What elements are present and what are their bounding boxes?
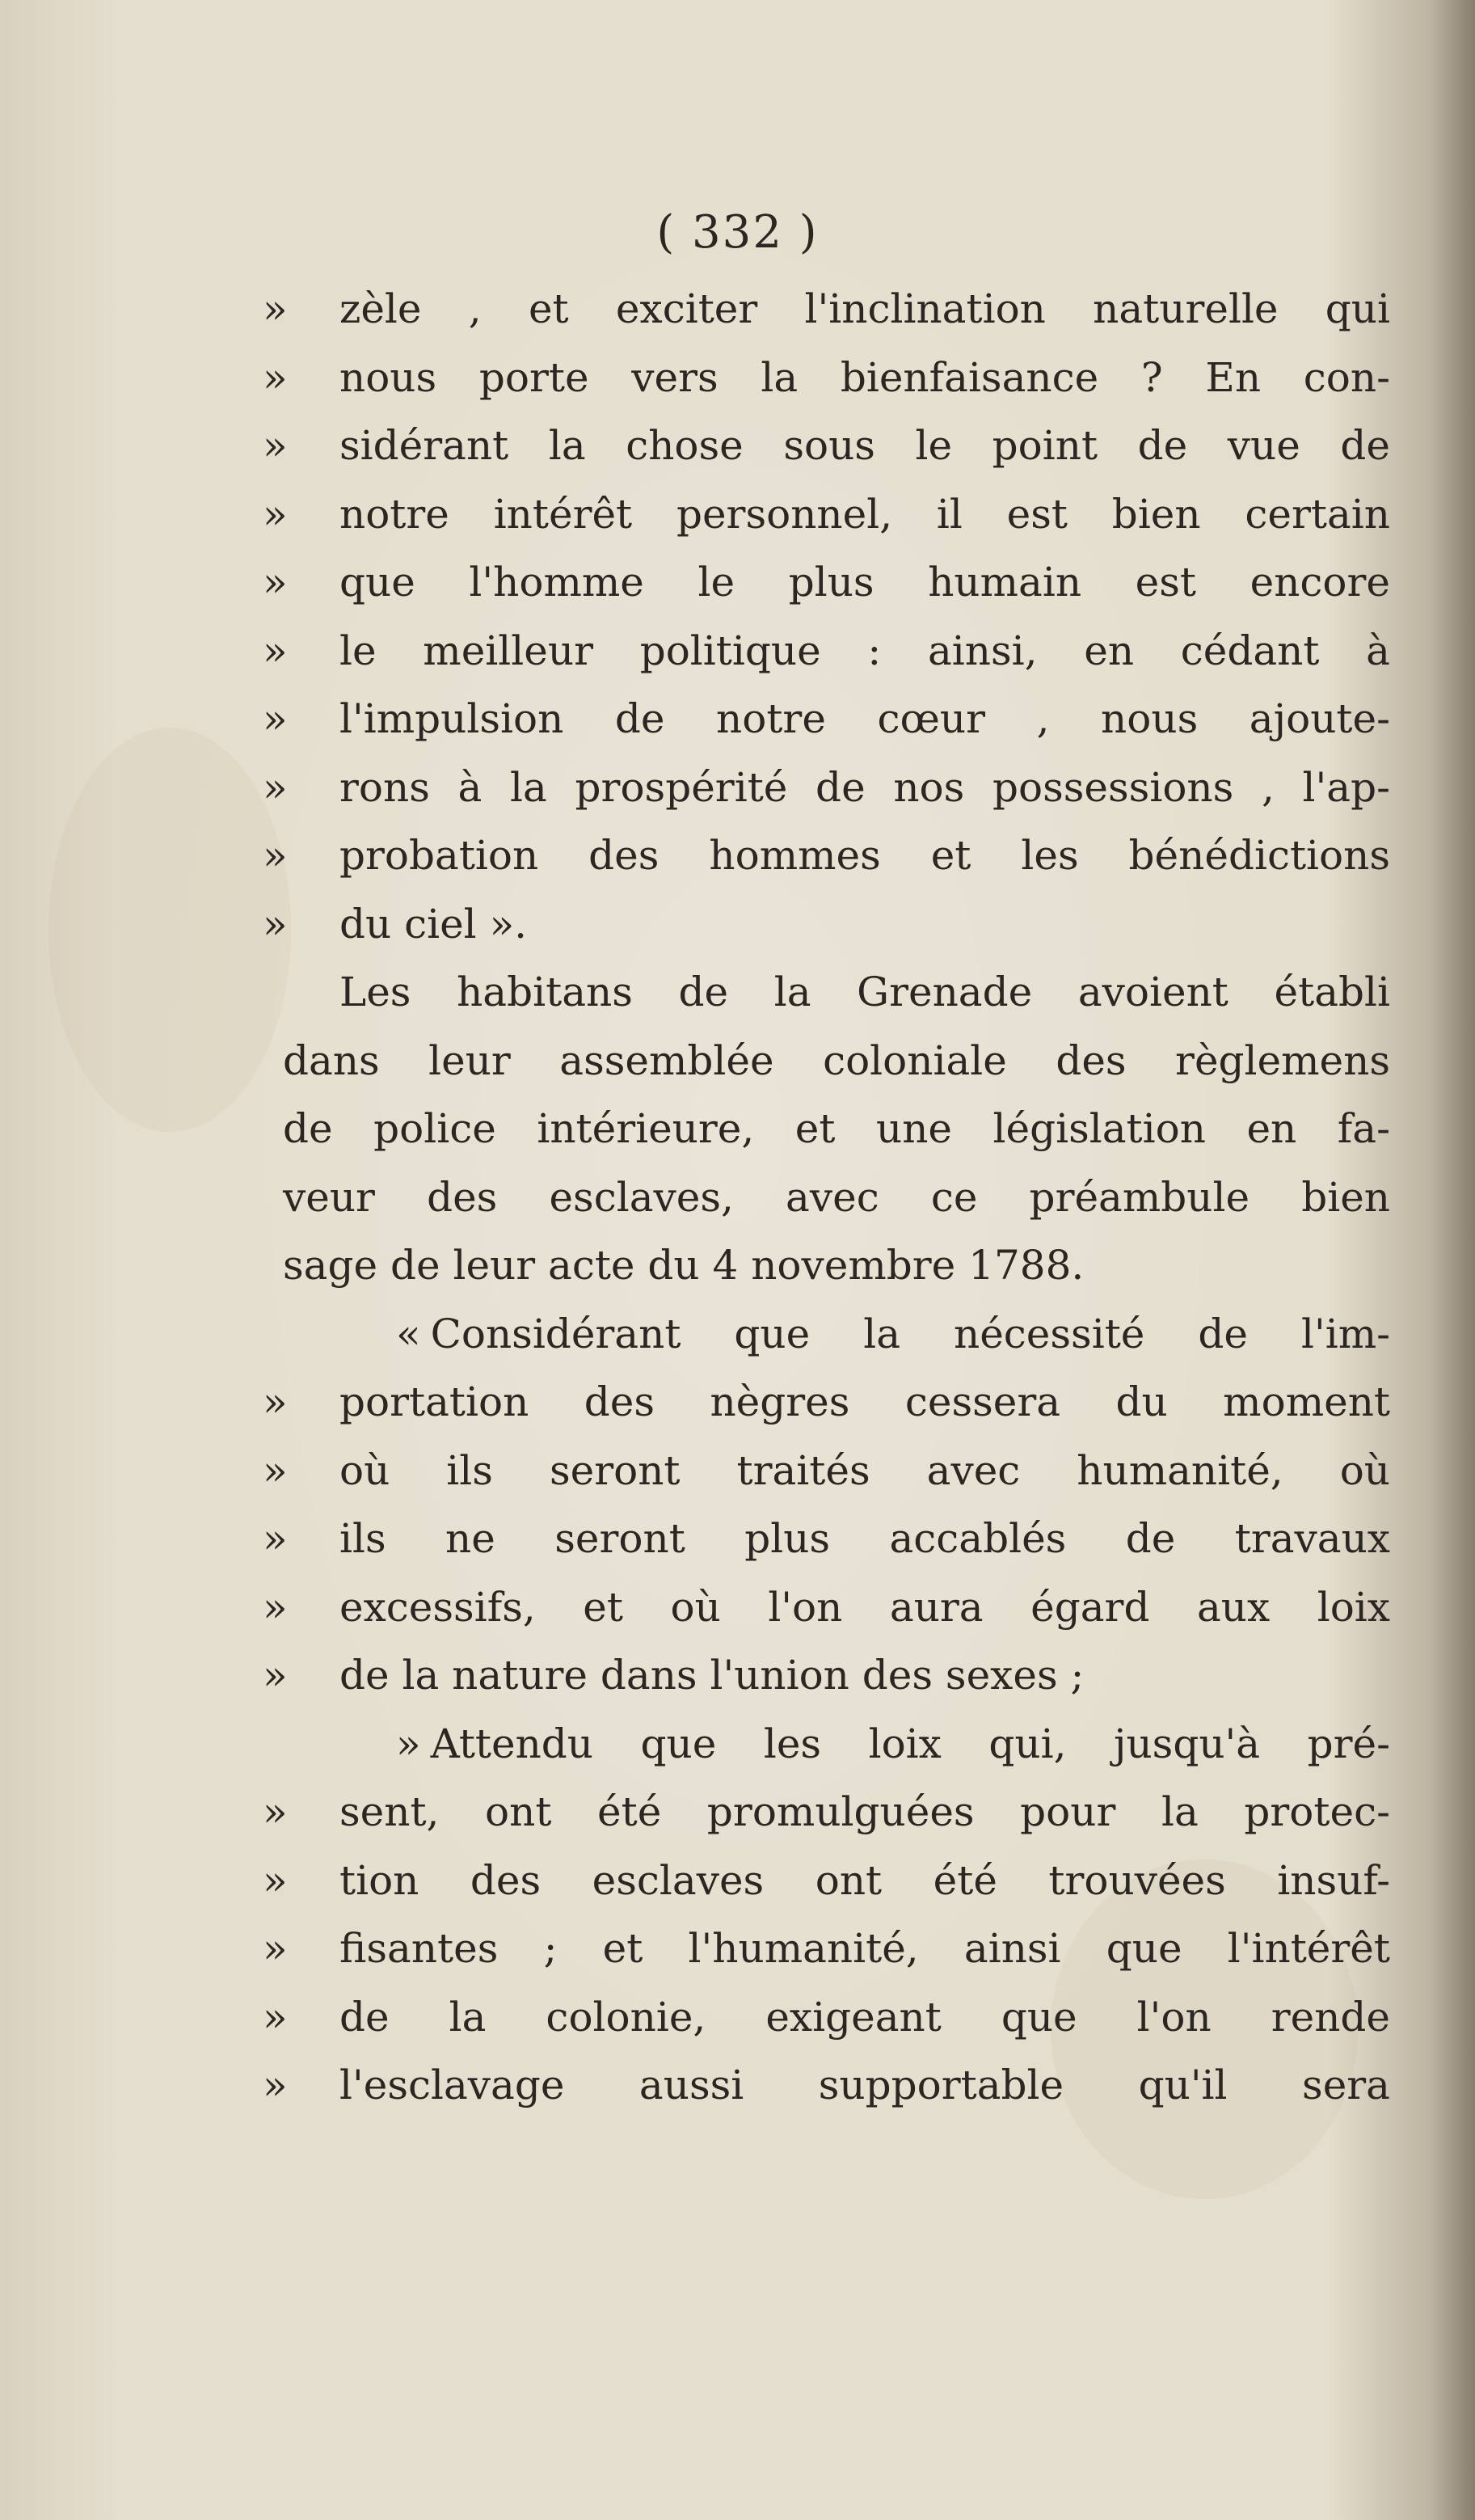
quote-mark: » [263,1993,288,2041]
text-line [263,1505,1390,1573]
line-text: nous porte vers la bienfaisance ? En con- [339,353,1390,401]
line-text: du ciel ». [339,900,528,948]
text-line [283,1231,1390,1300]
text-line [263,1368,1390,1437]
text-line [263,275,1390,344]
line-text: probation des hommes et les bénédictions [339,832,1390,879]
line-text: veur des esclaves, avec ce préambule bien [283,1173,1390,1221]
quote-mark: » [263,2062,288,2108]
quote-mark: » [263,285,288,332]
quote-mark: » [263,422,288,469]
line-text: sidérant la chose sous le point de vue de [339,422,1390,469]
text-line [283,958,1390,1027]
quote-mark: « [396,1310,421,1357]
line-text: notre intérêt personnel, il est bien certain [339,490,1390,538]
line-text: ils ne seront plus accablés de travaux [339,1515,1390,1562]
quote-mark: » [263,1446,288,1494]
text-line [263,685,1390,753]
line-text: Considérant que la nécessité de l'im- [430,1310,1390,1357]
text-line [263,1573,1390,1642]
body-text [263,275,1390,2120]
line-text: de la nature dans l'union des sexes ; [339,1652,1085,1699]
quote-mark: » [263,1378,288,1425]
quote-mark: » [263,832,288,879]
line-text: tion des esclaves ont été trouvées insuf- [339,1856,1390,1904]
line-text: Attendu que les loix qui, jusqu'à pré- [430,1720,1390,1767]
text-line [263,480,1390,549]
text-line [263,617,1390,686]
quote-mark: » [263,490,288,538]
line-text: rons à la prospérité de nos possessions , l'ap- [339,763,1390,811]
line-text: que l'homme le plus humain est encore [339,559,1390,606]
quote-mark: » [263,627,288,674]
line-text: fisantes ; et l'humanité, ainsi que l'intérêt [339,1925,1390,1972]
quote-mark: » [263,1788,288,1835]
quote-mark: » [263,1925,288,1972]
line-text: sage de leur acte du 4 novembre 1788. [283,1242,1085,1289]
text-line [263,1641,1390,1710]
text-line [263,412,1390,480]
quote-mark: » [263,559,288,606]
line-text: de police intérieure, et une législation en fa- [283,1105,1390,1152]
text-line [263,1437,1390,1505]
text-line [263,1778,1390,1847]
line-text: sent, ont été promulguées pour la protec- [339,1788,1390,1835]
quote-mark: » [263,695,288,742]
quote-mark: » [263,353,288,401]
quote-mark: » [396,1720,421,1767]
text-line [263,1983,1390,2052]
line-text: l'esclavage aussi supportable qu'il sera [339,2062,1390,2108]
quote-mark: » [263,1515,288,1562]
line-text: zèle , et exciter l'inclination naturelle qui [339,285,1390,332]
line-text: dans leur assemblée coloniale des règlemens [283,1036,1390,1084]
quote-mark: » [263,1856,288,1904]
text-line [263,548,1390,617]
text-line [263,821,1390,890]
text-line [263,1914,1390,1983]
text-line [283,1163,1390,1232]
text-line [339,1300,1390,1369]
paper-stain [48,728,291,1132]
line-text: le meilleur politique : ainsi, en cédant à [339,627,1390,674]
quote-mark: » [263,763,288,811]
text-line [263,2051,1390,2120]
text-line [263,1847,1390,1915]
text-line [263,344,1390,412]
quote-mark: » [263,1652,288,1699]
line-text: Les habitans de la Grenade avoient établi [339,969,1390,1015]
quote-mark: » [263,1583,288,1631]
text-line [283,1027,1390,1095]
line-text: où ils seront traités avec humanité, où [339,1446,1390,1494]
page-number: ( 332 ) [656,206,819,259]
line-text: de la colonie, exigeant que l'on rende [339,1993,1390,2041]
text-line [263,753,1390,822]
line-text: portation des nègres cessera du moment [339,1378,1390,1425]
text-line [263,890,1390,959]
line-text: excessifs, et où l'on aura égard aux loix [339,1583,1390,1631]
quote-mark: » [263,900,288,948]
line-text: l'impulsion de notre cœur , nous ajoute- [339,695,1390,742]
text-line [339,1710,1390,1779]
text-line [283,1095,1390,1163]
